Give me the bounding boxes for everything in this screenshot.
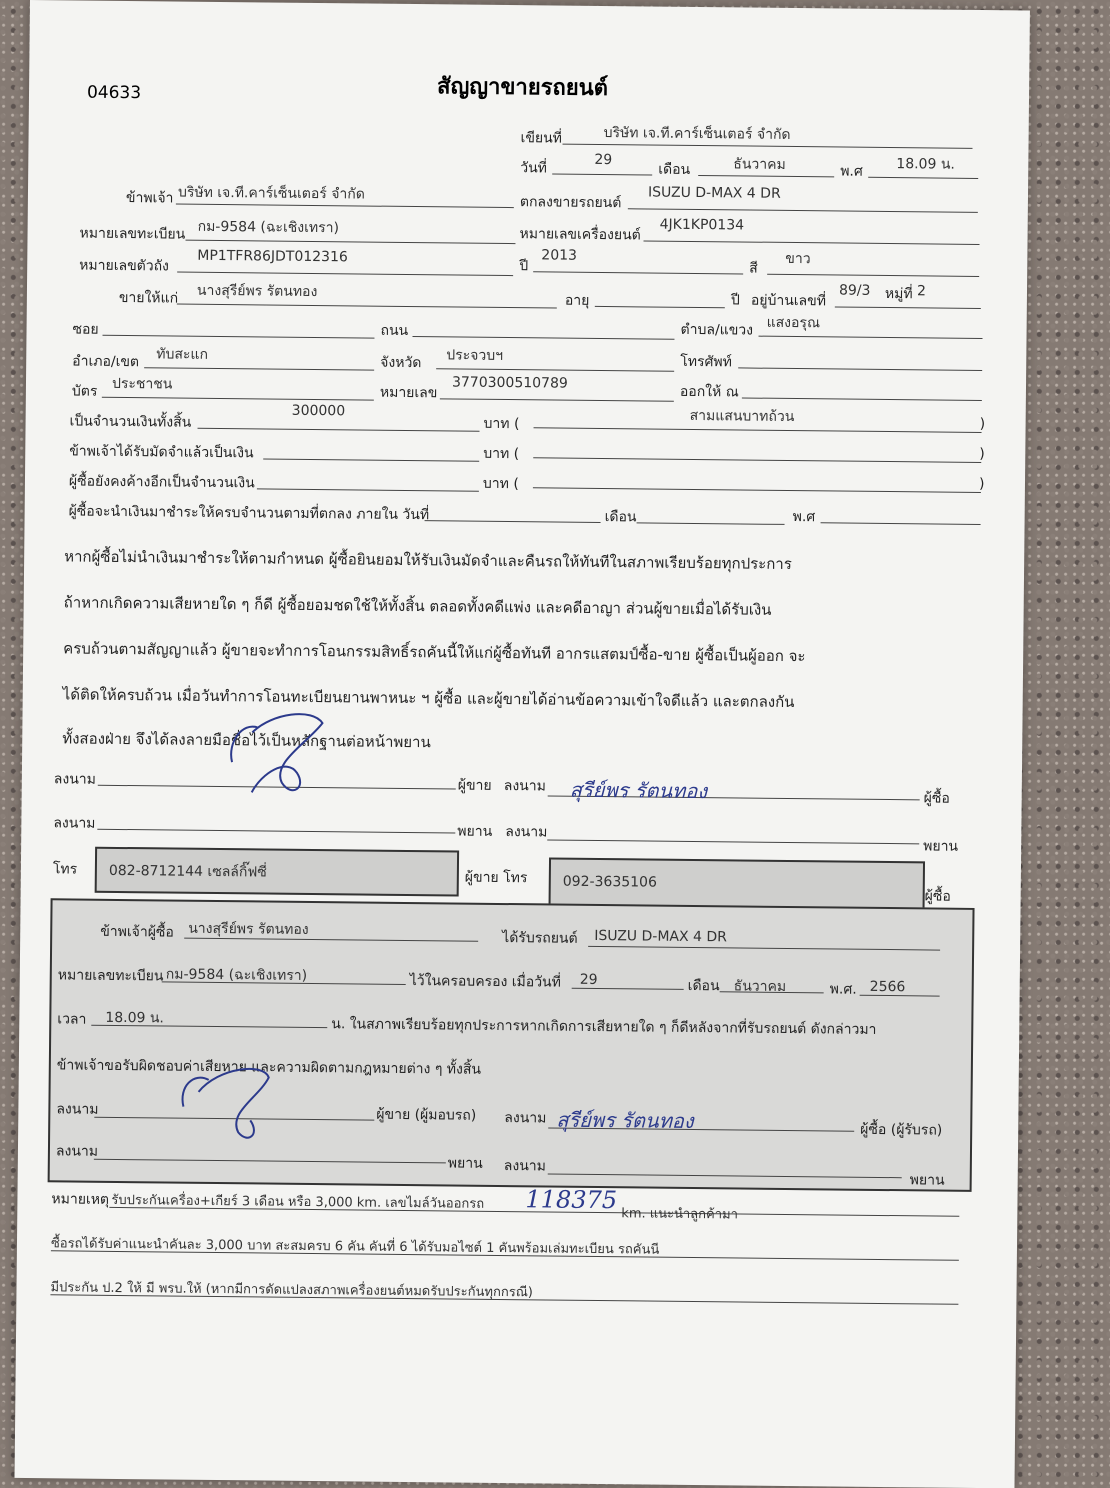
- term-line: ทั้งสองฝ่าย จึงได้ลงลายมือชื่อไว้เป็นหลักฐานต่อหน้าพยาน: [62, 729, 431, 752]
- written-at-label: เขียนที่: [520, 130, 563, 147]
- issued-label: ออกให้ ณ: [679, 383, 739, 401]
- receipt-buyer-sign-label: ลงนาม: [504, 1110, 547, 1127]
- years-label: ปี: [730, 292, 740, 309]
- house-number: 89/3: [838, 282, 871, 299]
- age-label: อายุ: [564, 292, 590, 309]
- amphoe-value: ทับสะแก: [156, 346, 209, 363]
- deposit-label: ข้าพเจ้าได้รับมัดจำแล้วเป็นเงิน: [69, 443, 254, 462]
- seller-phone-box: [95, 847, 459, 897]
- notes-line-3: มีประกัน ป.2 ให้ มี พรบ.ให้ (หากมีการดัดแปลงสภาพเครื่องยนต์หมดรับประกันทุกกรณี): [50, 1280, 533, 1301]
- moo-value: 2: [916, 283, 927, 300]
- receipt-buyer-label: ข้าพเจ้าผู้ซื้อ: [100, 923, 174, 941]
- phone-label: โทรศัพท์: [680, 353, 732, 371]
- due-month-label: เดือน: [604, 509, 637, 526]
- car-year-value: 2013: [541, 247, 578, 264]
- card-number-label: หมายเลข: [379, 384, 438, 402]
- card-number: 3770300510789: [451, 374, 568, 392]
- province-label: จังหวัด: [380, 354, 422, 372]
- plate-label: หมายเลขทะเบียน: [79, 225, 186, 243]
- seller-signature: [212, 702, 343, 813]
- deposit-close: ): [979, 445, 985, 463]
- seller-label: ข้าพเจ้า: [125, 190, 174, 207]
- receipt-clause-2: ข้าพเจ้าขอรับผิดชอบค่าเสียหาย และความผิดตามกฎหมายต่าง ๆ ทั้งสิ้น: [56, 1057, 482, 1078]
- engine-label: หมายเลขเครื่องยนต์: [519, 226, 641, 244]
- seller-name: บริษัท เจ.ที.คาร์เซ็นเตอร์ จำกัด: [177, 184, 365, 203]
- witness2-label: พยาน: [923, 838, 959, 855]
- receipt-plate-label: หมายเลขทะเบียน: [57, 967, 164, 985]
- possession-month-label: เดือน: [687, 977, 720, 995]
- car-model: ISUZU D-MAX 4 DR: [647, 184, 781, 202]
- date-day: 29: [594, 151, 613, 169]
- date-label: วันที่: [520, 160, 548, 177]
- receipt-time-label: เวลา: [57, 1011, 87, 1028]
- total-amount: 300000: [291, 402, 346, 420]
- color-value: ขาว: [785, 250, 811, 268]
- possession-label: ไว้ในครอบครอง เมื่อวันที่: [409, 973, 561, 991]
- soi-label: ซอย: [72, 321, 99, 338]
- buyer-phone-role-label: ผู้ซื้อ: [924, 888, 951, 905]
- year-label: พ.ศ: [840, 163, 863, 180]
- card-label: บัตร: [71, 383, 98, 400]
- tambon-value: แสงอรุณ: [766, 314, 821, 332]
- remaining-label: ผู้ซื้อยังคงค้างอีกเป็นจำนวนเงิน: [68, 473, 255, 492]
- receipt-buyer-signature: สุรีย์พร รัตนทอง: [556, 1107, 694, 1134]
- moo-label: หมู่ที่: [884, 285, 913, 303]
- remaining-baht-label: บาท (: [482, 475, 519, 493]
- possession-year-label: พ.ศ.: [829, 981, 857, 998]
- mileage-value: 118375: [525, 1185, 618, 1215]
- term-line: ครบถ้วนตามสัญญาแล้ว ผู้ขายจะทำการโอนกรรมสิทธิ์รถคันนี้ให้แก่ผู้ซื้อทันที อากรแสตมป์ซื้อ-ขาย ผู้ซื้อเป็นผู้ออก จะ: [63, 639, 806, 666]
- contract-paper: [15, 0, 1030, 1488]
- seller-phone-label: ผู้ขาย โทร: [464, 869, 528, 887]
- document-title: สัญญาขายรถยนต์: [436, 74, 609, 102]
- document-number: 04633: [86, 82, 142, 104]
- seller-sign-label: ลงนาม: [53, 771, 97, 788]
- tambon-label: ตำบล/แขวง: [680, 321, 754, 339]
- amphoe-label: อำเภอ/เขต: [72, 353, 140, 371]
- engine-value: 4JK1KP0134: [659, 216, 745, 234]
- due-date-label: ผู้ซื้อจะนำเงินมาชำระให้ครบจำนวนตามที่ตกลง ภายใน วันที่: [68, 503, 430, 524]
- receipt-witness2-sign-label: ลงนาม: [503, 1158, 546, 1175]
- chassis-label: หมายเลขตัวถัง: [79, 257, 170, 275]
- witness1-label: พยาน: [457, 823, 493, 840]
- total-in-words: สามแสนบาทถ้วน: [689, 407, 795, 426]
- receipt-seller-sign-label: ลงนาม: [56, 1101, 99, 1118]
- term-line: หากผู้ซื้อไม่นำเงินมาชำระให้ตามกำหนด ผู้ซื้อยินยอมให้รับเงินมัดจำและคืนรถให้ทันทีในสภาพเรียบร้อยทุกประการ: [64, 547, 792, 574]
- remaining-close: ): [978, 475, 985, 493]
- receipt-witness1-label: พยาน: [447, 1155, 483, 1172]
- deposit-baht-label: บาท (: [483, 445, 520, 463]
- seller-phone: 082-8712144 เซลล์กิ๊ฟซี่: [108, 862, 267, 881]
- total-baht-label: บาท (: [483, 415, 520, 433]
- receipt-seller-signature: [168, 1052, 299, 1153]
- house-label: อยู่บ้านเลขที่: [750, 292, 827, 310]
- color-label: สี: [749, 260, 758, 277]
- total-close: ): [979, 415, 986, 433]
- due-year-label: พ.ศ: [792, 509, 816, 526]
- receipt-witness2-label: พยาน: [909, 1172, 945, 1189]
- notes-line-2: ซื้อรถได้รับค่าแนะนำคันละ 3,000 บาท สะสมครบ 6 คัน คันที่ 6 ได้รับมอไซต์ 1 คันพร้อมเล่มทะเบียน รถคันนี: [50, 1236, 660, 1258]
- month-label: เดือน: [658, 161, 691, 178]
- witness1-sign-label: ลงนาม: [53, 815, 96, 832]
- written-at-value: บริษัท เจ.ที.คาร์เซ็นเตอร์ จำกัด: [603, 125, 791, 143]
- total-label: เป็นจำนวนเงินทั้งสิ้น: [69, 413, 192, 431]
- receipt-witness1-sign-label: ลงนาม: [55, 1143, 99, 1160]
- term-line: ถ้าหากเกิดความเสียหายใด ๆ ก็ดี ผู้ซื้อยอมชดใช้ให้ทั้งสิ้น ตลอดทั้งคดีแพ่ง และคดีอาญา ส่วนผู้ขายเมื่อได้รับเงิน: [63, 593, 772, 619]
- notes-line-1a: รับประกันเครื่อง+เกียร์ 3 เดือน หรือ 3,000 km. เลขไมล์วันออกรถ: [111, 1192, 485, 1212]
- receipt-buyer-name: นางสุรีย์พร รัตนทอง: [188, 920, 309, 938]
- receipt-plate: กม-9584 (ฉะเชิงเทรา): [165, 966, 308, 984]
- phone-label: โทร: [52, 861, 78, 878]
- witness2-sign-label: ลงนาม: [505, 824, 548, 841]
- province-value: ประจวบฯ: [446, 347, 504, 364]
- seller-role-label: ผู้ขาย: [457, 777, 492, 794]
- plate-value: กม-9584 (ฉะเชิงเทรา): [197, 218, 340, 237]
- term-line: ได้ติดให้ครบถ้วน เมื่อวันทำการโอนทะเบียนยานพาหนะ ฯ ผู้ซื้อ และผู้ขายได้อ่านข้อความเข้าใจดีแล้ว และตกลงกัน: [62, 685, 795, 712]
- car-year-label: ปี: [519, 258, 529, 275]
- notes-label: หมายเหตุ: [51, 1191, 110, 1208]
- receipt-clause-1: น. ในสภาพเรียบร้อยทุกประการหากเกิดการเสียหายใด ๆ ก็ดีหลังจากที่รับรถยนต์ ดังกล่าวมา: [331, 1016, 877, 1038]
- date-time: 18.09 น.: [896, 156, 955, 173]
- received-car-label: ได้รับรถยนต์: [502, 929, 578, 947]
- notes-line-1b: km. แนะนำลูกค้ามา: [621, 1206, 738, 1223]
- buyer-role-label: ผู้ซื้อ: [923, 790, 950, 807]
- possession-year: 2566: [869, 978, 906, 996]
- buyer-phone: 092-3635106: [562, 873, 658, 891]
- received-car-model: ISUZU D-MAX 4 DR: [594, 927, 728, 946]
- buyer-signature: สุรีย์พร รัตนทอง: [569, 777, 708, 804]
- buyer-name: นางสุรีย์พร รัตนทอง: [196, 282, 318, 301]
- card-type: ประชาชน: [111, 375, 173, 393]
- date-month: ธันวาคม: [733, 156, 786, 173]
- sell-to-label: ขายให้แก่: [118, 289, 179, 307]
- agree-label: ตกลงขายรถยนต์: [519, 194, 622, 212]
- road-label: ถนน: [380, 322, 409, 339]
- receipt-time: 18.09 น.: [105, 1009, 164, 1027]
- buyer-receive-label: ผู้ซื้อ (ผู้รับรถ): [860, 1121, 943, 1139]
- possession-day: 29: [579, 971, 598, 988]
- chassis-value: MP1TFR86JDT012316: [197, 247, 348, 266]
- possession-month: ธันวาคม: [733, 978, 787, 995]
- seller-deliver-label: ผู้ขาย (ผู้มอบรถ): [376, 1106, 477, 1124]
- buyer-sign-label: ลงนาม: [503, 778, 546, 795]
